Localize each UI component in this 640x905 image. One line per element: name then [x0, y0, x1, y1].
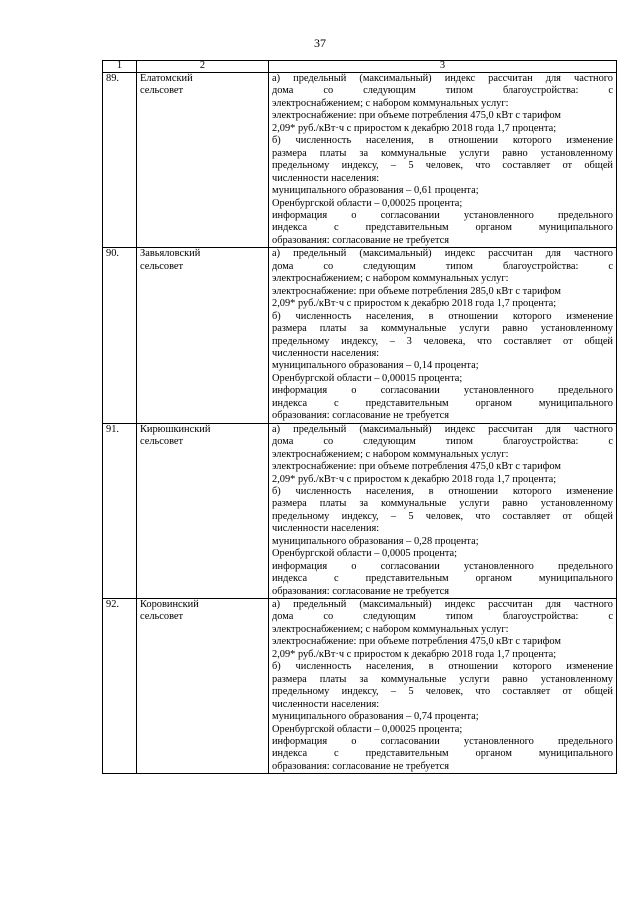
settlement-name-line: сельсовет	[140, 436, 184, 448]
row-number: 92.	[103, 599, 137, 774]
description-line: предельному индексу, – 3 человека, что составляет от общей	[272, 335, 613, 347]
tariff-description	[269, 248, 617, 423]
description-line: индекса с представительным органом муниципального	[272, 748, 613, 760]
description-line: 2,09* руб./кВт·ч с приростом к декабрю 2018 года 1,7 процента;	[272, 648, 557, 660]
settlement-name-line: сельсовет	[140, 85, 184, 97]
description-line: индекса с представительным органом муниципального	[272, 573, 613, 585]
description-line: электроснабжением; с набором коммунальных услуг:	[272, 97, 509, 109]
description-line: Оренбургской области – 0,00015 процента;	[272, 372, 463, 384]
row-number: 91.	[103, 423, 137, 598]
tariff-description	[269, 73, 617, 248]
description-line: дома со следующим типом благоустройства: с	[272, 260, 613, 272]
description-line: б) численность населения, в отношении которого изменение	[272, 485, 613, 497]
description-line: информация о согласовании установленного предельного	[272, 736, 613, 748]
description-line: предельному индексу, – 5 человек, что составляет от общей	[272, 686, 613, 698]
column-header-number: 1	[103, 61, 137, 73]
description-line: муниципального образования – 0,14 процента;	[272, 360, 479, 372]
description-line: образования: согласование не требуется	[272, 585, 450, 597]
settlement-name	[137, 423, 269, 598]
description-line: Оренбургской области – 0,00025 процента;	[272, 197, 463, 209]
settlement-name-line: Кирюшкинский	[140, 423, 211, 435]
settlement-name-line: Завьяловский	[140, 248, 201, 260]
tariff-description	[269, 599, 617, 774]
description-line: предельному индексу, – 5 человек, что составляет от общей	[272, 510, 613, 522]
description-line: электроснабжением; с набором коммунальных услуг:	[272, 273, 509, 285]
tariff-description	[269, 423, 617, 598]
description-line: дома со следующим типом благоустройства: с	[272, 611, 613, 623]
row-number: 89.	[103, 73, 137, 248]
description-line: а) предельный (максимальный) индекс рассчитан для частного	[272, 599, 613, 611]
description-line: информация о согласовании установленного предельного	[272, 209, 613, 221]
description-line: информация о согласовании установленного предельного	[272, 385, 613, 397]
description-line: информация о согласовании установленного предельного	[272, 560, 613, 572]
description-line: Оренбургской области – 0,00025 процента;	[272, 723, 463, 735]
table-row	[103, 73, 617, 248]
description-line: размера платы за коммунальные услуги равно установленному	[272, 147, 613, 159]
description-line: образования: согласование не требуется	[272, 760, 450, 772]
table-row	[103, 599, 617, 774]
table-row	[103, 423, 617, 598]
description-line: размера платы за коммунальные услуги равно установленному	[272, 323, 613, 335]
description-line: 2,09* руб./кВт·ч с приростом к декабрю 2018 года 1,7 процента;	[272, 122, 557, 134]
column-header-name: 2	[137, 61, 269, 73]
page-number: 37	[314, 36, 326, 50]
settlement-name-line: сельсовет	[140, 611, 184, 623]
description-line: б) численность населения, в отношении которого изменение	[272, 310, 613, 322]
column-header-description: 3	[269, 61, 617, 73]
settlement-name	[137, 73, 269, 248]
description-line: индекса с представительным органом муниципального	[272, 222, 613, 234]
description-line: дома со следующим типом благоустройства: с	[272, 436, 613, 448]
row-number: 90.	[103, 248, 137, 423]
table-row	[103, 248, 617, 423]
description-line: а) предельный (максимальный) индекс рассчитан для частного	[272, 248, 613, 260]
description-line: а) предельный (максимальный) индекс рассчитан для частного	[272, 423, 613, 435]
description-line: электроснабжение: при объеме потребления 285,0 кВт с тарифом	[272, 285, 561, 297]
description-line: численности населения:	[272, 523, 380, 535]
description-line: электроснабжение: при объеме потребления 475,0 кВт с тарифом	[272, 461, 561, 473]
description-line: индекса с представительным органом муниципального	[272, 397, 613, 409]
description-line: муниципального образования – 0,61 процента;	[272, 185, 479, 197]
description-line: образования: согласование не требуется	[272, 410, 450, 422]
description-line: муниципального образования – 0,28 процента;	[272, 535, 479, 547]
description-line: электроснабжение: при объеме потребления 475,0 кВт с тарифом	[272, 636, 561, 648]
description-line: 2,09* руб./кВт·ч с приростом к декабрю 2018 года 1,7 процента;	[272, 298, 557, 310]
description-line: б) численность населения, в отношении которого изменение	[272, 135, 613, 147]
description-line: численности населения:	[272, 698, 380, 710]
settlement-name-line: Елатомский	[140, 73, 193, 84]
description-line: Оренбургской области – 0,0005 процента;	[272, 548, 458, 560]
description-line: электроснабжением; с набором коммунальных услуг:	[272, 623, 509, 635]
description-line: численности населения:	[272, 172, 380, 184]
settlement-name-line: сельсовет	[140, 260, 184, 272]
description-line: б) численность населения, в отношении которого изменение	[272, 661, 613, 673]
description-line: а) предельный (максимальный) индекс рассчитан для частного	[272, 73, 613, 84]
header-row	[103, 61, 617, 73]
settlement-name	[137, 599, 269, 774]
description-line: электроснабжением; с набором коммунальных услуг:	[272, 448, 509, 460]
description-line: образования: согласование не требуется	[272, 234, 450, 246]
settlement-name-line: Коровинский	[140, 599, 199, 611]
settlement-name	[137, 248, 269, 423]
description-line: электроснабжение: при объеме потребления 475,0 кВт с тарифом	[272, 110, 561, 122]
description-line: муниципального образования – 0,74 процента;	[272, 711, 479, 723]
description-line: размера платы за коммунальные услуги равно установленному	[272, 673, 613, 685]
description-line: 2,09* руб./кВт·ч с приростом к декабрю 2018 года 1,7 процента;	[272, 473, 557, 485]
description-line: предельному индексу, – 5 человек, что составляет от общей	[272, 160, 613, 172]
description-line: дома со следующим типом благоустройства: с	[272, 85, 613, 97]
description-line: численности населения:	[272, 347, 380, 359]
description-line: размера платы за коммунальные услуги равно установленному	[272, 498, 613, 510]
settlements-table	[102, 60, 617, 774]
